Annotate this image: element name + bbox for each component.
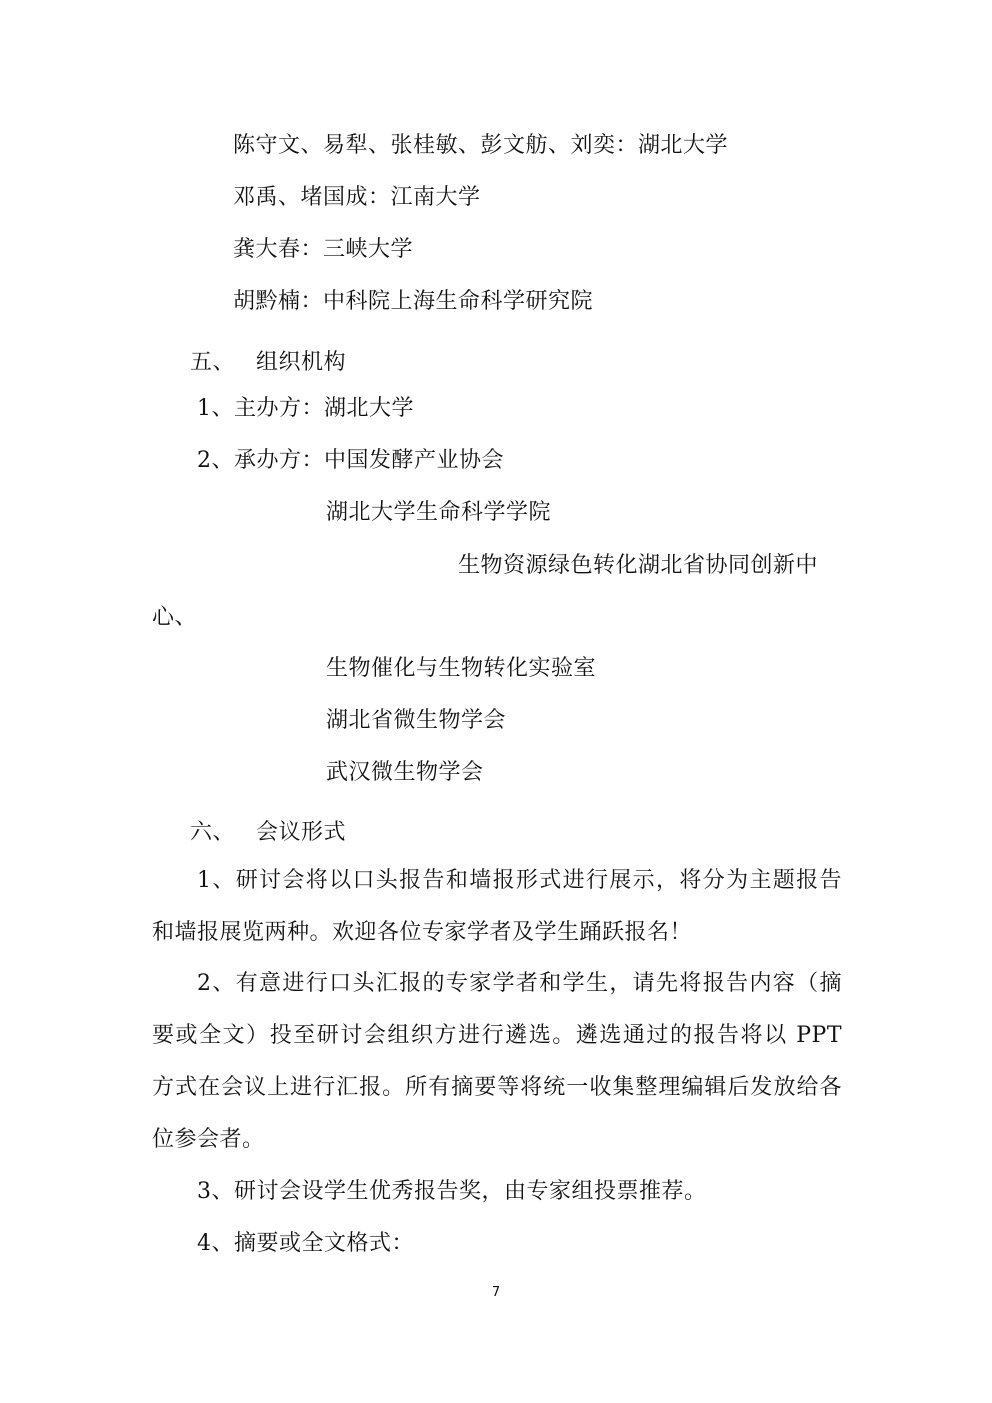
paragraph-3-line-1: 3、研讨会设学生优秀报告奖，由专家组投票推荐。 (197, 1179, 707, 1204)
expert-line-4: 胡黔楠：中科院上海生命科学研究院 (233, 289, 594, 314)
section5-number: 五、 (190, 350, 236, 375)
coorganizer-item-4: 湖北省微生物学会 (326, 708, 507, 733)
coorganizer-item-3: 生物催化与生物转化实验室 (326, 656, 597, 681)
coorganizer-item-1: 湖北大学生命科学学院 (326, 500, 552, 525)
paragraph-2-line-3: 方式在会议上进行汇报。所有摘要等将统一收集整理编辑后发放给各 (152, 1075, 842, 1100)
expert-line-2: 邓禹、堵国成：江南大学 (233, 185, 481, 210)
section6-heading: 会议形式 (256, 820, 347, 845)
paragraph-2-line-2: 要或全文）投至研讨会组织方进行遴选。遴选通过的报告将以 PPT (152, 1023, 842, 1048)
paragraph-2-line-4: 位参会者。 (152, 1127, 265, 1152)
paragraph-2-line-1: 2、有意进行口头汇报的专家学者和学生，请先将报告内容（摘 (197, 971, 842, 996)
coorganizer-item-2-wrap: 心、 (152, 605, 198, 630)
section6-number: 六、 (190, 820, 236, 845)
page-number: 7 (491, 1285, 501, 1300)
organizer-line: 1、主办方：湖北大学 (197, 396, 414, 421)
coorganizer-line: 2、承办方：中国发酵产业协会 (197, 448, 504, 473)
section5-heading: 组织机构 (256, 350, 347, 375)
expert-line-1: 陈守文、易犁、张桂敏、彭文舫、刘奕：湖北大学 (233, 133, 729, 158)
expert-line-3: 龚大春：三峡大学 (233, 237, 414, 262)
paragraph-4-line-1: 4、摘要或全文格式： (197, 1231, 414, 1256)
coorganizer-item-2: 生物资源绿色转化湖北省协同创新中 (458, 553, 819, 578)
coorganizer-item-5: 武汉微生物学会 (326, 760, 484, 785)
paragraph-1-line-2: 和墙报展览两种。欢迎各位专家学者及学生踊跃报名！ (152, 920, 693, 945)
paragraph-1-line-1: 1、研讨会将以口头报告和墙报形式进行展示，将分为主题报告 (197, 868, 842, 893)
